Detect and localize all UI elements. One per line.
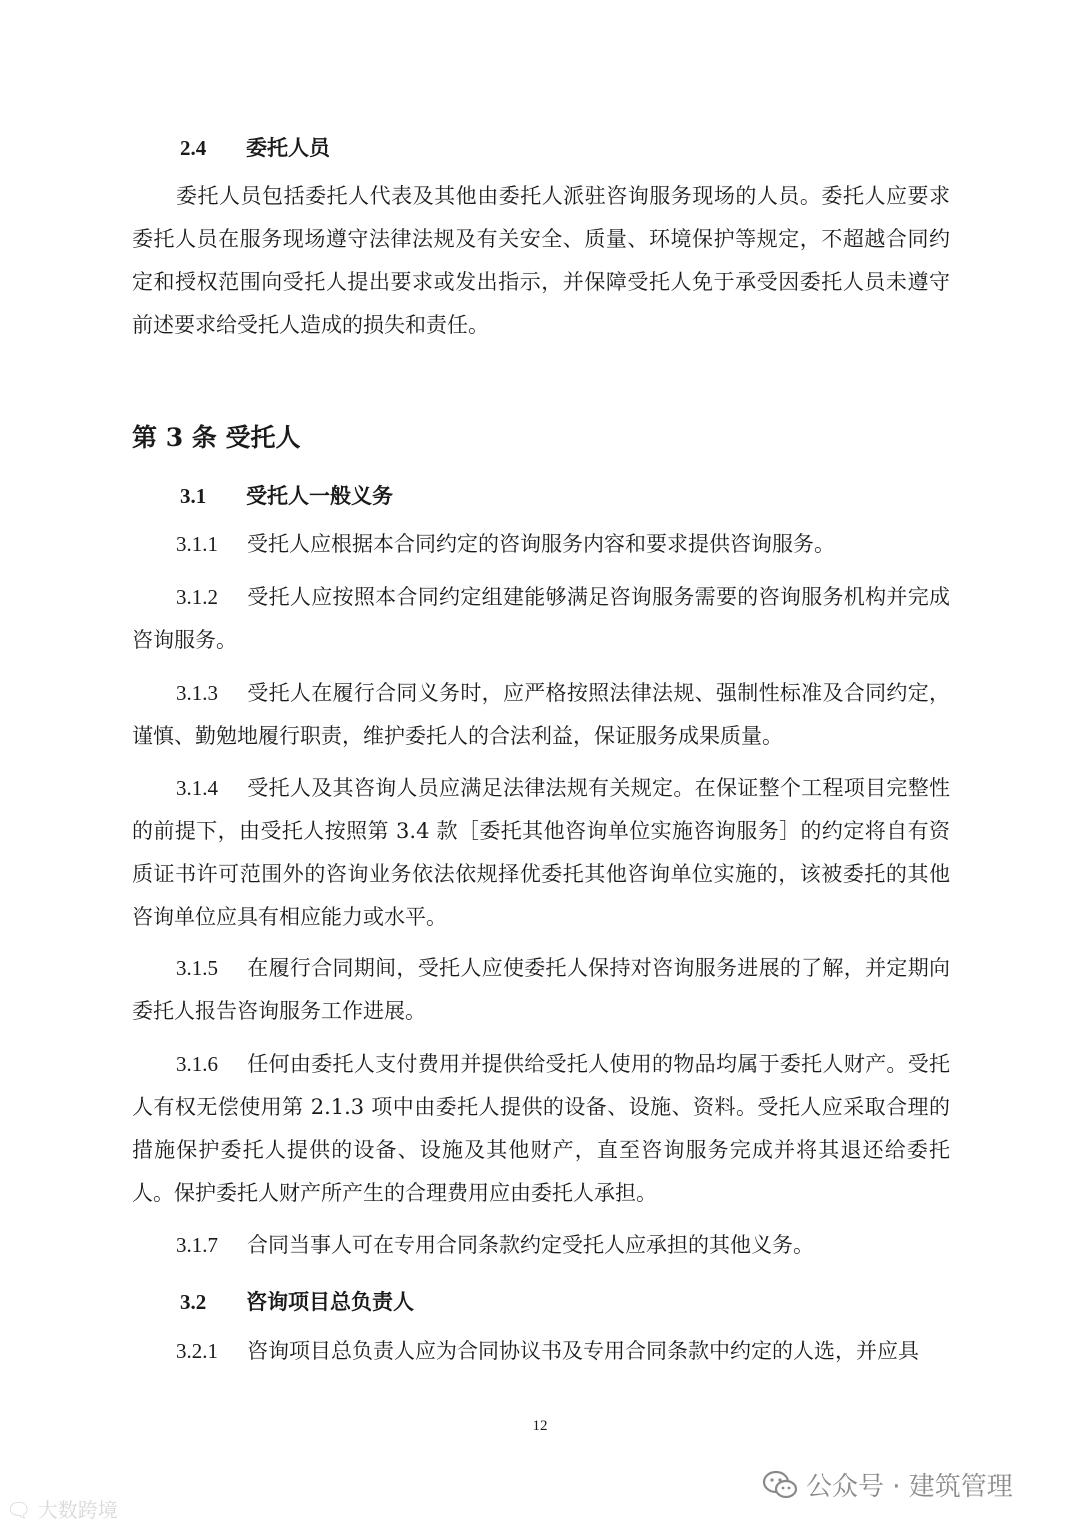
chat-bubble-icon: 🗨 — [6, 1498, 32, 1522]
heading-3-1: 3.1 受托人一般义务 — [180, 483, 393, 508]
watermark-left: 🗨 大数跨境 — [6, 1498, 118, 1522]
page-number: 12 — [532, 1418, 548, 1434]
clause-3-1-4: 3.1.4 受托人及其咨询人员应满足法律法规有关规定。在保证整个工程项目完整性的前提下，由受托人按照第 3.4 款［委托其他咨询单位实施咨询服务］的约定将自有资质证书许可范围外的咨询业务依法依规择优委托其他咨询单位实施的，该被委托的其他咨询单位应具有相应能力或水平。 — [132, 776, 950, 929]
clause-3-2-1: 3.2.1 咨询项目总负责人应为合同协议书及专用合同条款中约定的人选，并应具 — [176, 1339, 919, 1363]
paragraph-2-4: 委托人员包括委托人代表及其他由委托人派驻咨询服务现场的人员。委托人应要求委托人员在服务现场遵守法律法规及有关安全、质量、环境保护等规定，不超越合同约定和授权范围向受托人提出要求或发出指示，并保障受托人免于承受因委托人员未遵守前述要求给受托人造成的损失和责任。 — [132, 184, 950, 337]
heading-3-2: 3.2 咨询项目总负责人 — [180, 1289, 414, 1314]
watermark-right: 公众号 · 建筑管理 — [762, 1466, 1013, 1503]
clause-3-1-3: 3.1.3 受托人在履行合同义务时，应严格按照法律法规、强制性标准及合同约定，谨慎、勤勉地履行职责，维护委托人的合法利益，保证服务成果质量。 — [132, 681, 950, 748]
article-3-heading: 第 3 条 受托人 — [132, 423, 301, 452]
clause-3-1-2: 3.1.2 受托人应按照本合同约定组建能够满足咨询服务需要的咨询服务机构并完成咨询服务。 — [132, 585, 950, 652]
clause-3-1-7: 3.1.7 合同当事人可在专用合同条款约定受托人应承担的其他义务。 — [176, 1233, 814, 1257]
clause-3-1-5: 3.1.5 在履行合同期间，受托人应使委托人保持对咨询服务进展的了解，并定期向委托人报告咨询服务工作进展。 — [132, 956, 950, 1023]
clause-3-1-1: 3.1.1 受托人应根据本合同约定的咨询服务内容和要求提供咨询服务。 — [176, 532, 835, 556]
wechat-icon — [762, 1470, 798, 1500]
heading-2-4: 2.4 委托人员 — [180, 135, 330, 160]
clause-3-1-6: 3.1.6 任何由委托人支付费用并提供给受托人使用的物品均属于委托人财产。受托人有权无偿使用第 2.1.3 项中由委托人提供的设备、设施、资料。受托人应采取合理的措施保护委托人提供的设备、设施及其他财产，直至咨询服务完成并将其退还给委托人。保护委托人财产所产生的合理费用应由委托人承担。 — [132, 1052, 950, 1205]
